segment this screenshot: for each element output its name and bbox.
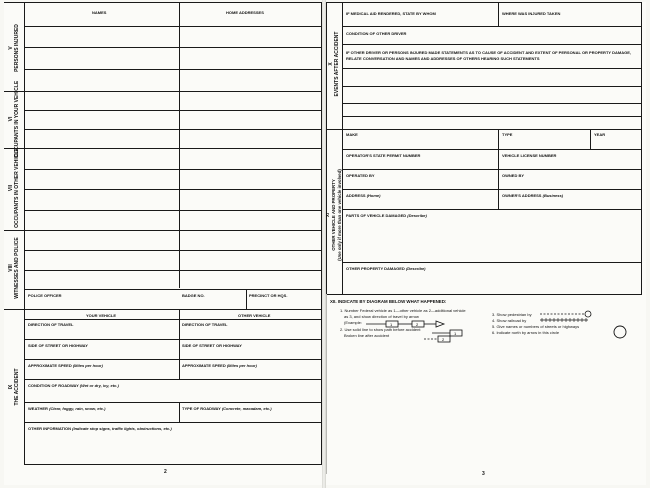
row-line bbox=[342, 86, 642, 87]
type-label: TYPE bbox=[502, 132, 513, 137]
row-line bbox=[24, 359, 322, 360]
section-divider bbox=[4, 148, 322, 149]
row-line bbox=[24, 169, 322, 170]
owned-by-label: OWNED BY bbox=[502, 173, 524, 178]
svg-text:1: 1 bbox=[390, 322, 393, 327]
rule bbox=[179, 309, 180, 379]
rule bbox=[326, 294, 327, 474]
instruction-5: 5. Give names or numbers of streets or highways bbox=[492, 324, 580, 329]
year-label: YEAR bbox=[594, 132, 606, 137]
other-vehicle-header: OTHER VEHICLE bbox=[238, 313, 271, 318]
vehicle-example-diagram bbox=[366, 316, 486, 356]
row-line bbox=[342, 169, 642, 170]
direction-travel-label: DIRECTION OF TRAVEL bbox=[28, 322, 74, 327]
row-line bbox=[342, 68, 642, 69]
condition-roadway-label: CONDITION OF ROADWAY (Wet or dry, icy, etc.) bbox=[28, 383, 119, 388]
row-line bbox=[24, 270, 322, 271]
license-number-label: VEHICLE LICENSE NUMBER bbox=[502, 153, 557, 158]
row-line bbox=[342, 103, 642, 104]
left-page bbox=[4, 2, 322, 485]
rule bbox=[24, 464, 322, 465]
rule bbox=[179, 2, 180, 288]
row-line bbox=[24, 47, 322, 48]
rule bbox=[179, 402, 180, 422]
other-property-label: OTHER PROPERTY DAMAGED (Describe) bbox=[346, 266, 426, 271]
rule bbox=[246, 289, 247, 309]
instruction-1: 1. Number Federal vehicle as 1—other vehicle as 2—additional vehicle bbox=[340, 308, 466, 313]
type-roadway-label: TYPE OF ROADWAY (Concrete, macadam, etc.) bbox=[182, 406, 272, 411]
row-line bbox=[24, 289, 322, 290]
instruction-1c: (Example: bbox=[344, 320, 363, 325]
section-divider bbox=[326, 129, 642, 130]
weather-label: WEATHER (Clear, foggy, rain, snow, etc.) bbox=[28, 406, 106, 411]
section-divider bbox=[4, 230, 322, 231]
section-vii-label: VII OCCUPANTS IN OTHER VEHICLE bbox=[8, 148, 20, 228]
instruction-2: 2. Use solid line to show path before accident bbox=[340, 327, 421, 332]
row-line bbox=[24, 189, 322, 190]
row-line bbox=[342, 26, 642, 27]
row-line bbox=[342, 116, 642, 117]
rule bbox=[24, 2, 25, 464]
side-street-label: SIDE OF STREET OR HIGHWAY bbox=[28, 343, 88, 348]
rule bbox=[326, 2, 642, 3]
col-home-addresses: HOME ADDRESSES bbox=[226, 10, 264, 15]
row-line bbox=[24, 110, 322, 111]
rule bbox=[326, 294, 642, 295]
row-line bbox=[24, 319, 322, 320]
address-label: ADDRESS (Home) bbox=[346, 193, 381, 198]
section-viii-label: VIII WITNESSES AND POLICE bbox=[8, 237, 20, 299]
statements-label-2: RELATE CONVERSATION AND NAMES AND ADDRESSES OF OTHERS HEARING SUCH STATEMENTS bbox=[346, 56, 540, 61]
section-xi-label: XI OTHER VEHICLE AND PROPERTY (Use only if more than one vehicle involved) bbox=[325, 169, 342, 261]
row-line bbox=[24, 402, 322, 403]
owners-address-label: OWNER'S ADDRESS (Business) bbox=[502, 193, 564, 198]
row-line bbox=[24, 26, 322, 27]
row-line bbox=[24, 379, 322, 380]
row-line bbox=[24, 129, 322, 130]
svg-text:2: 2 bbox=[442, 337, 445, 342]
row-line bbox=[342, 209, 642, 210]
parts-damaged-label: PARTS OF VEHICLE DAMAGED (Describe) bbox=[346, 213, 427, 218]
right-page bbox=[326, 2, 646, 485]
row-line bbox=[342, 262, 642, 263]
instruction-1b: as 3, and show direction of travel by arrow bbox=[344, 314, 419, 319]
precinct-label: PRECINCT OR HQS. bbox=[249, 293, 288, 298]
section-divider bbox=[4, 91, 322, 92]
rule bbox=[590, 129, 591, 149]
section-vi-label: VI OCCUPANTS IN YOUR VEHICLE bbox=[8, 80, 20, 158]
svg-text:2: 2 bbox=[416, 322, 419, 327]
row-line bbox=[24, 339, 322, 340]
statements-label-1: IF OTHER DRIVER OR PERSONS INJURED MADE STATEMENTS AS TO CAUSE OF ACCIDENT AND EXTENT OF PERSONAL OR PROPERTY DAMAGE, bbox=[346, 50, 631, 55]
rule bbox=[641, 2, 642, 294]
row-line bbox=[342, 44, 642, 45]
approx-speed-label: APPROXIMATE SPEED (Miles per hour) bbox=[28, 363, 103, 368]
approx-speed-label-other: APPROXIMATE SPEED (Miles per hour) bbox=[182, 363, 257, 368]
side-street-label-other: SIDE OF STREET OR HIGHWAY bbox=[182, 343, 242, 348]
where-taken-label: WHERE WAS INJURED TAKEN bbox=[502, 11, 561, 16]
medical-aid-label: IF MEDICAL AID RENDERED, STATE BY WHOM bbox=[346, 11, 436, 16]
section-v-label: V PERSONS INJURED bbox=[8, 24, 20, 72]
row-line bbox=[342, 189, 642, 190]
operated-by-label: OPERATED BY bbox=[346, 173, 375, 178]
instruction-3: 3. Show pedestrian by bbox=[492, 312, 532, 317]
row-line bbox=[24, 69, 322, 70]
col-names: NAMES bbox=[92, 10, 107, 15]
page-number-left: 2 bbox=[164, 469, 167, 475]
condition-driver-label: CONDITION OF OTHER DRIVER bbox=[346, 31, 407, 36]
police-officer-label: POLICE OFFICER bbox=[28, 293, 62, 298]
diagram-title: XII. INDICATE BY DIAGRAM BELOW WHAT HAPPENED: bbox=[330, 299, 447, 304]
make-label: MAKE bbox=[346, 132, 358, 137]
instruction-2b: Broken line after accident bbox=[344, 333, 390, 338]
permit-number-label: OPERATOR'S STATE PERMIT NUMBER bbox=[346, 153, 421, 158]
instruction-6: 6. Indicate north by arrow in this circle bbox=[492, 330, 560, 335]
instruction-4: 4. Show railroad by bbox=[492, 318, 527, 323]
rule bbox=[4, 2, 322, 3]
page-number-right: 3 bbox=[482, 471, 485, 477]
svg-text:1: 1 bbox=[454, 331, 457, 336]
your-vehicle-header: YOUR VEHICLE bbox=[86, 313, 117, 318]
other-information-label: OTHER INFORMATION (Indicate stop signs, traffic lights, obstructions, etc.) bbox=[28, 426, 172, 431]
section-ix-label: IX THE ACCIDENT bbox=[8, 368, 20, 406]
row-line bbox=[342, 149, 642, 150]
section-divider bbox=[4, 309, 322, 310]
row-line bbox=[24, 210, 322, 211]
badge-no-label: BADGE NO. bbox=[182, 293, 205, 298]
row-line bbox=[24, 422, 322, 423]
legend-symbols bbox=[540, 308, 630, 338]
rule bbox=[498, 2, 499, 26]
row-line bbox=[24, 250, 322, 251]
direction-travel-label-other: DIRECTION OF TRAVEL bbox=[182, 322, 228, 327]
section-x-label: X EVENTS AFTER ACCIDENT bbox=[328, 31, 340, 97]
